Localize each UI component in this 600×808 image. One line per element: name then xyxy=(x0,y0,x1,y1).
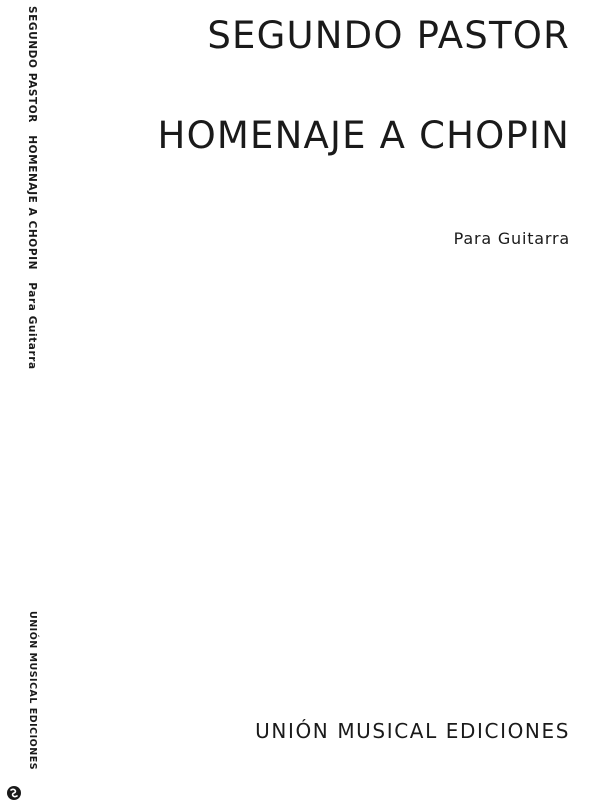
work-title: HOMENAJE A CHOPIN xyxy=(157,114,570,157)
publisher-logo-icon xyxy=(6,785,22,801)
spine-subtitle: Para Guitarra xyxy=(26,282,38,370)
spine-title-block xyxy=(24,6,40,370)
publisher-name: UNIÓN MUSICAL EDICIONES xyxy=(255,719,570,743)
spine-composer: SEGUNDO PASTOR xyxy=(26,6,38,123)
spine-title: HOMENAJE A CHOPIN xyxy=(26,135,38,271)
instrument-subtitle: Para Guitarra xyxy=(453,229,570,248)
spine-publisher: UNIÓN MUSICAL EDICIONES xyxy=(27,611,38,771)
composer-name: SEGUNDO PASTOR xyxy=(207,14,570,57)
